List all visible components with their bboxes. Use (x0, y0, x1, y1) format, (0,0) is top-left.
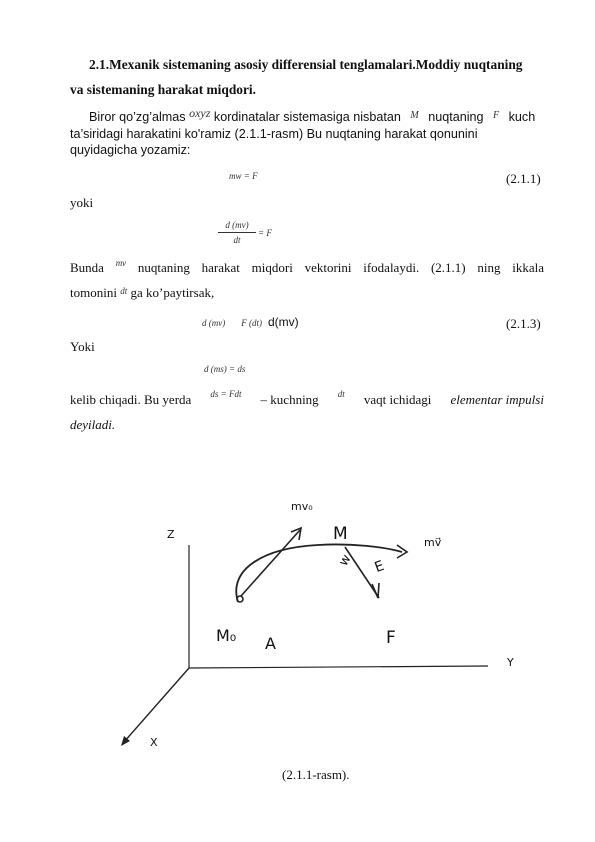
symbol-mv: mv (115, 258, 127, 268)
axis-y-line (189, 666, 488, 668)
symbol-M: M (410, 110, 419, 121)
para2-tomonini: tomonini (70, 285, 117, 300)
symbol-dt-2: dt (337, 389, 345, 399)
axis-z-label: Z (167, 528, 175, 541)
para3-text-a: kelib chiqadi. Bu yerda (70, 392, 192, 407)
symbol-dt: dt (120, 286, 128, 296)
label-mv0: mv₀ (291, 500, 313, 513)
fraction-rhs: = F (258, 228, 272, 238)
yoki-label-1: yoki (70, 195, 94, 210)
label-e: E (372, 557, 387, 577)
para2-word: ikkala (512, 260, 544, 275)
para1-text-b: kordinatalar sistemasiga nisbatan (213, 110, 401, 124)
para3-text-b: – kuchning (260, 392, 319, 407)
para2-ga-kopaytirsak: ga ko’paytirsak, (130, 285, 215, 300)
equation-number-2-1-3: (2.1.3) (506, 316, 541, 331)
axis-y-label: Y (507, 656, 514, 669)
para2-word: (2.1.1) (430, 260, 466, 275)
para2-word: miqdori (251, 260, 293, 275)
eq3-tail: d(mv) (268, 315, 299, 329)
figure-caption: (2.1.1-rasm). (282, 767, 350, 782)
equation-2-1-1: mw = F (229, 171, 258, 181)
equation-number-2-1-1: (2.1.1) (506, 171, 541, 186)
eq3-mid: F (dt) (241, 318, 262, 328)
para1-text-d: kuch (508, 110, 536, 124)
axis-x-line (124, 668, 189, 742)
para2-word: nuqtaning (137, 260, 190, 275)
eq3-lhs: d (mv) (202, 318, 226, 328)
para2-word: harakat (201, 260, 240, 275)
para3-text-c: vaqt ichidagi (363, 392, 432, 407)
axis-x-label: X (150, 736, 158, 749)
equation-ms: d (ms) = ds (204, 364, 246, 374)
label-point-m: M (333, 524, 348, 544)
symbol-oxyz: oxyz (189, 106, 211, 120)
label-f: F (386, 628, 396, 648)
fraction-denominator: dt (233, 235, 241, 245)
paragraph-1-line-2: ta’siridagi harakatini ko'ramiz (2.1.1-rasm) Bu nuqtaning harakat qonunini (70, 127, 478, 141)
paragraph-3-line-2: deyiladi. (70, 417, 116, 432)
label-mv: mv⃗ (424, 536, 442, 549)
symbol-F: F (493, 110, 500, 121)
heading-line-1: 2.1.Mexanik sistemaning asosiy differensial tenglamalari.Moddiy nuqtaning (89, 57, 523, 72)
label-a: A (265, 634, 276, 653)
label-m0: M₀ (216, 626, 237, 645)
para2-word: ning (477, 260, 501, 275)
yoki-label-2: Yoki (70, 339, 95, 354)
heading-line-2: va sistemaning harakat miqdori. (70, 82, 256, 97)
fraction-numerator: d (mv) (225, 220, 249, 230)
para3-text-d: elementar impulsi (450, 392, 544, 407)
para1-text-a: Biror qo’zg’almas (89, 110, 186, 124)
para2-word-bunda: Bunda (70, 260, 104, 275)
label-w: w (336, 552, 355, 569)
symbol-ds: ds = Fdt (210, 389, 242, 399)
vector-mv0 (241, 530, 300, 596)
para2-word: vektorini (304, 260, 352, 275)
para2-word: ifodalaydi. (363, 260, 420, 275)
paragraph-1-line-3: quyidagicha yozamiz: (70, 143, 191, 157)
para1-text-c: nuqtaning (428, 110, 484, 124)
